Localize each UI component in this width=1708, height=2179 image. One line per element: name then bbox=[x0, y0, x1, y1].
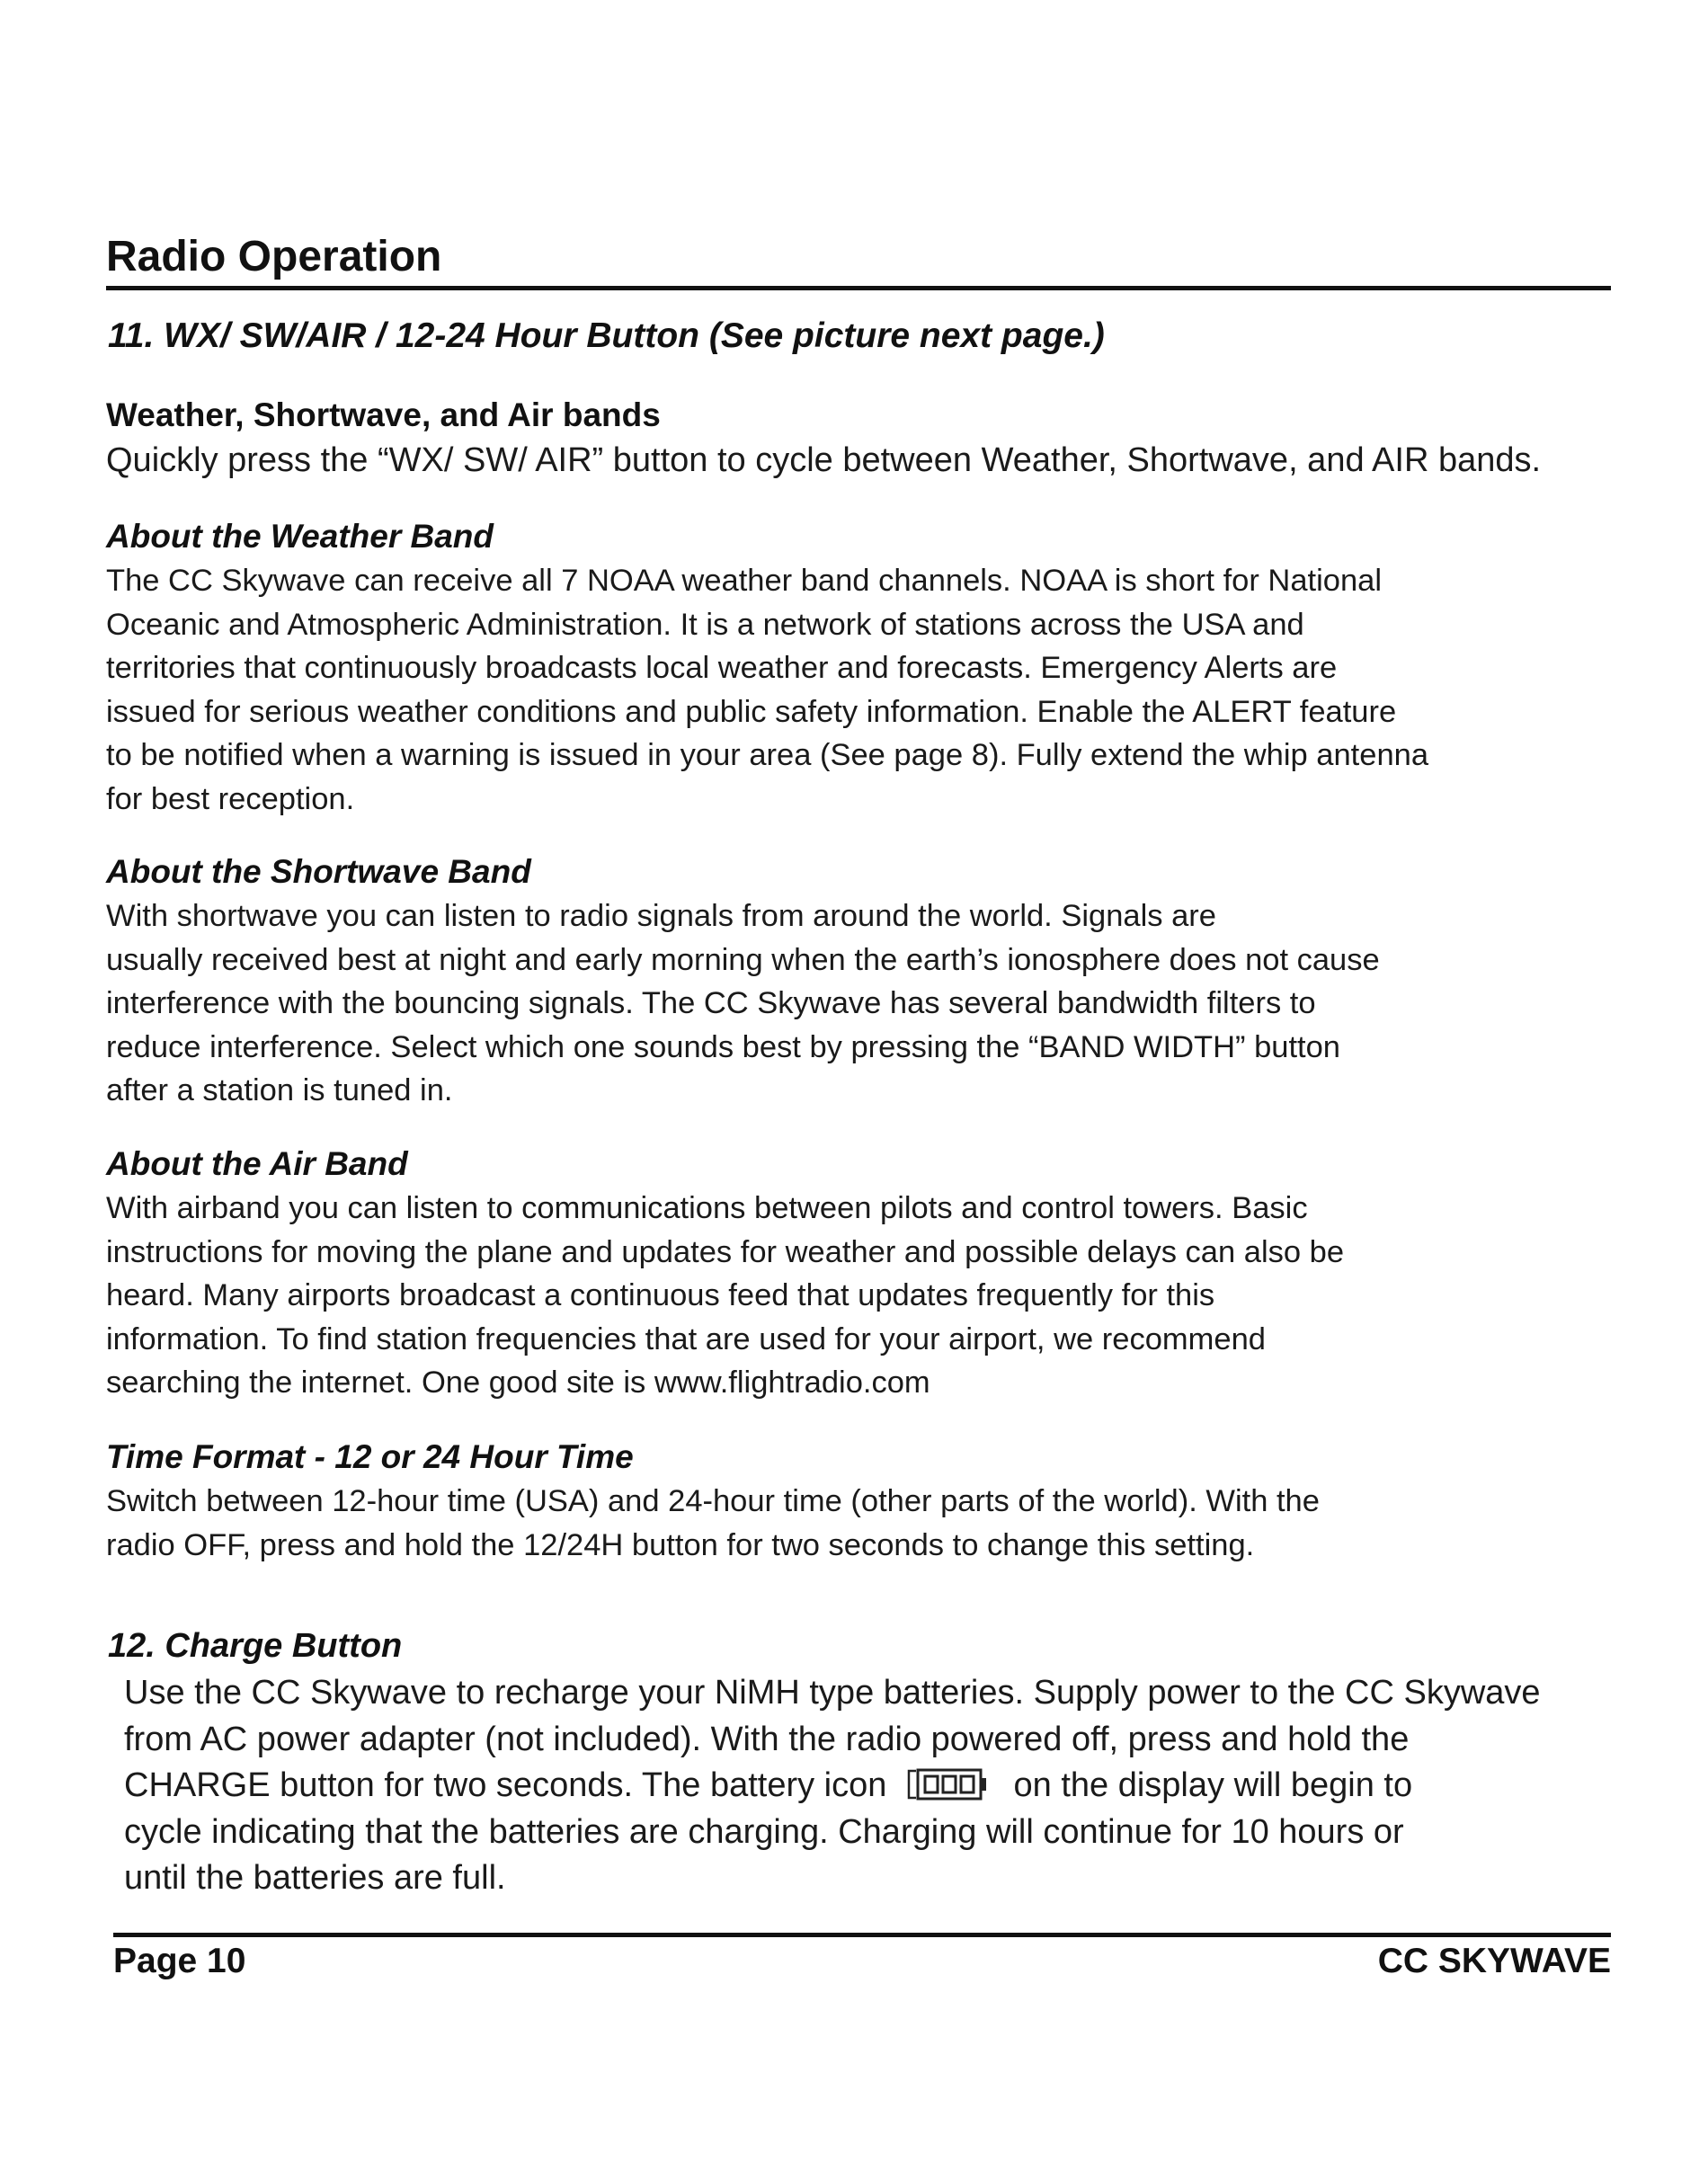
paragraph-line: instructions for moving the plane and updates for weather and possible delays can also be bbox=[106, 1234, 1345, 1269]
paragraph-line: after a station is tuned in. bbox=[106, 1073, 453, 1107]
paragraph-line: radio OFF, press and hold the 12/24H button for two seconds to change this setting. bbox=[106, 1527, 1255, 1562]
paragraph-line: searching the internet. One good site is www.flightradio.com bbox=[106, 1365, 930, 1400]
bands-heading: Weather, Shortwave, and Air bands bbox=[106, 396, 661, 433]
paragraph-line: heard. Many airports broadcast a continuous feed that updates frequently for this bbox=[106, 1278, 1215, 1312]
paragraph-line: reduce interference. Select which one sounds best by pressing the “BAND WIDTH” button bbox=[106, 1029, 1340, 1064]
header-rule bbox=[106, 286, 1611, 290]
bands-line: Quickly press the “WX/ SW/ AIR” button to cycle between Weather, Shortwave, and AIR bands. bbox=[106, 441, 1542, 479]
bands-section bbox=[106, 393, 1616, 485]
section-title: Radio Operation bbox=[106, 233, 442, 280]
bands-text bbox=[106, 438, 1616, 485]
charge-line3-start: CHARGE button for two seconds. The battery icon bbox=[124, 1766, 887, 1804]
weather-paragraph bbox=[106, 559, 1616, 821]
time-format-section bbox=[106, 1435, 1616, 1567]
shortwave-paragraph bbox=[106, 894, 1616, 1113]
charge-paragraph-wrap bbox=[124, 1670, 1634, 1902]
paragraph-line: Oceanic and Atmospheric Administration. It is a network of stations across the USA and bbox=[106, 607, 1304, 642]
paragraph-line: until the batteries are full. bbox=[124, 1859, 506, 1897]
air-paragraph bbox=[106, 1187, 1616, 1405]
air-section bbox=[106, 1142, 1616, 1405]
air-heading: About the Air Band bbox=[106, 1145, 408, 1182]
paragraph-line: With airband you can listen to communications between pilots and control towers. Basic bbox=[106, 1191, 1308, 1225]
charge-section bbox=[108, 1623, 1618, 1668]
shortwave-section bbox=[106, 849, 1616, 1113]
battery-icon bbox=[905, 1767, 992, 1801]
paragraph-line: cycle indicating that the batteries are charging. Charging will continue for 10 hours or bbox=[124, 1812, 1404, 1851]
page-number: Page 10 bbox=[113, 1942, 246, 1980]
paragraph-line: from AC power adapter (not included). With the radio powered off, press and hold the bbox=[124, 1720, 1410, 1758]
time-format-heading: Time Format - 12 or 24 Hour Time bbox=[106, 1438, 634, 1475]
item-11-heading: 11. WX/ SW/AIR / 12-24 Hour Button (See picture next page.) bbox=[108, 316, 1105, 355]
paragraph-line: The CC Skywave can receive all 7 NOAA weather band channels. NOAA is short for National bbox=[106, 564, 1383, 598]
shortwave-heading: About the Shortwave Band bbox=[106, 853, 531, 890]
paragraph-line: for best reception. bbox=[106, 781, 355, 816]
weather-section bbox=[106, 514, 1616, 821]
paragraph-line bbox=[124, 1763, 1634, 1810]
paragraph-line: usually received best at night and early morning when the earth’s ionosphere does not cause bbox=[106, 942, 1380, 977]
paragraph-line: Switch between 12-hour time (USA) and 24-hour time (other parts of the world). With the bbox=[106, 1484, 1320, 1518]
paragraph-line: interference with the bouncing signals. The CC Skywave has several bandwidth filters to bbox=[106, 986, 1316, 1020]
paragraph-line: territories that continuously broadcasts local weather and forecasts. Emergency Alerts are bbox=[106, 651, 1338, 685]
charge-paragraph bbox=[124, 1670, 1634, 1902]
footer-rule bbox=[113, 1933, 1611, 1937]
time-format-paragraph bbox=[106, 1480, 1616, 1567]
paragraph-line: With shortwave you can listen to radio signals from around the world. Signals are bbox=[106, 899, 1216, 933]
product-name: CC SKYWAVE bbox=[1377, 1942, 1611, 1980]
paragraph-line: issued for serious weather conditions and public safety information. Enable the ALERT feature bbox=[106, 694, 1397, 729]
weather-heading: About the Weather Band bbox=[106, 518, 494, 555]
paragraph-line: information. To find station frequencies that are used for your airport, we recommend bbox=[106, 1321, 1266, 1356]
charge-line3-end: on the display will begin to bbox=[1013, 1766, 1413, 1804]
charge-heading: 12. Charge Button bbox=[108, 1627, 403, 1665]
paragraph-line: to be notified when a warning is issued in your area (See page 8). Fully extend the whip antenna bbox=[106, 738, 1429, 772]
paragraph-line: Use the CC Skywave to recharge your NiMH type batteries. Supply power to the CC Skywave bbox=[124, 1674, 1541, 1712]
